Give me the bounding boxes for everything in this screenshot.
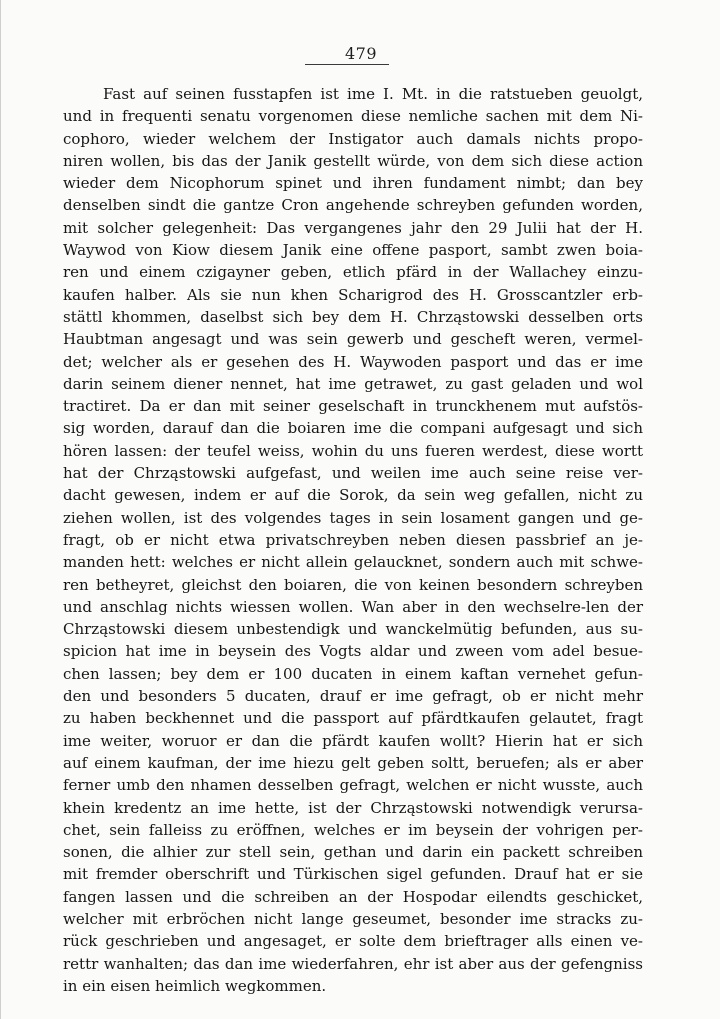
text-line: Waywod von Kiow diesem Janik eine offene pasport, sambt zwen boia- bbox=[63, 241, 643, 260]
text-line: welcher mit erbröchen nicht lange geseumet, besonder ime stracks zu- bbox=[63, 909, 643, 928]
text-line: stättl khommen, daselbst sich bey dem H. Chrząstowski desselben orts bbox=[63, 307, 643, 326]
text-line: wieder dem Nicophorum spinet und ihren fundament nimbt; dan bey bbox=[63, 174, 643, 193]
text-line: cophoro, wieder welchem der Instigator auch damals nichts propo- bbox=[63, 129, 643, 148]
text-line: ren betheyret, gleichst den boiaren, die von keinen besondern schreyben bbox=[63, 575, 643, 594]
text-line: Haubtman angesagt und was sein gewerb und gescheft weren, vermel- bbox=[63, 330, 643, 349]
text-line: ferner umb den nhamen desselben gefragt, welchen er nicht wusste, auch bbox=[63, 776, 643, 795]
text-line: Chrząstowski diesem unbestendigk und wanckelmütig befunden, aus su- bbox=[63, 620, 643, 639]
text-line: denselben sindt die gantze Cron angehende schreyben gefunden worden, bbox=[63, 196, 643, 215]
text-line: Fast auf seinen fusstapfen ist ime I. Mt. in die ratstueben geuolgt, bbox=[103, 85, 643, 103]
text-line: manden hett: welches er nicht allein gelaucknet, sondern auch mit schwe- bbox=[63, 553, 643, 572]
text-line: den und besonders 5 ducaten, drauf er ime gefragt, ob er nicht mehr bbox=[63, 687, 643, 706]
text-line: und in frequenti senatu vorgenomen diese nemliche sachen mit dem Ni- bbox=[63, 107, 643, 126]
text-line: rettr wanhalten; das dan ime wiederfahren, ehr ist aber aus der gefengniss bbox=[63, 954, 643, 973]
text-line: ren und einem czigayner geben, etlich pfärd in der Wallachey einzu- bbox=[63, 263, 643, 282]
text-line: chet, sein falleiss zu eröffnen, welches er im beysein der vohrigen per- bbox=[63, 820, 643, 839]
text-line: spicion hat ime in beysein des Vogts aldar und zween vom adel besue- bbox=[63, 642, 643, 661]
text-line: fangen lassen und die schreiben an der Hospodar eilendts geschicket, bbox=[63, 887, 643, 906]
text-line: in ein eisen heimlich wegkommen. bbox=[63, 976, 327, 995]
text-line: zu haben beckhennet und die passport auf pfärdtkaufen gelautet, fragt bbox=[63, 709, 643, 728]
text-line: sig worden, darauf dan die boiaren ime die compani aufgesagt und sich bbox=[63, 419, 643, 438]
text-line: kaufen halber. Als sie nun khen Scharigrod des H. Grosscantzler erb- bbox=[63, 285, 643, 304]
page-number: 479 bbox=[344, 44, 378, 63]
text-line: ziehen wollen, ist des volgendes tages in sein losament gangen und ge- bbox=[63, 508, 643, 527]
text-line: ime weiter, woruor er dan die pfärdt kaufen wollt? Hierin hat er sich bbox=[63, 731, 643, 750]
text-line: darin seinem diener nennet, hat ime getrawet, zu gast geladen und wol bbox=[63, 374, 643, 393]
text-line: chen lassen; bey dem er 100 ducaten in einem kaftan vernehet gefun- bbox=[63, 664, 643, 683]
text-line: auf einem kaufman, der ime hiezu gelt geben soltt, beruefen; als er aber bbox=[63, 753, 643, 772]
text-line: niren wollen, bis das der Janik gestellt würde, von dem sich diese action bbox=[63, 151, 643, 170]
text-line: det; welcher als er gesehen des H. Waywoden pasport und das er ime bbox=[63, 352, 643, 371]
text-line: fragt, ob er nicht etwa privatschreyben neben diesen passbrief an je- bbox=[63, 530, 643, 549]
text-line: hat der Chrząstowski aufgefast, und weilen ime auch seine reise ver- bbox=[63, 464, 643, 483]
text-line: hören lassen: der teufel weiss, wohin du uns fueren werdest, diese wortt bbox=[63, 441, 643, 460]
text-line: mit fremder oberschrift und Türkischen sigel gefunden. Drauf hat er sie bbox=[63, 865, 643, 884]
text-line: rück geschrieben und angesaget, er solte dem brieftrager alls einen ve- bbox=[63, 932, 643, 951]
text-line: mit solcher gelegenheit: Das vergangenes jahr den 29 Julii hat der H. bbox=[63, 218, 643, 237]
text-line: und anschlag nichts wiessen wollen. Wan aber in den wechselre-len der bbox=[63, 597, 643, 616]
text-line: khein kredentz an ime hette, ist der Chrząstowski notwendigk verursa- bbox=[63, 798, 643, 817]
body-paragraph bbox=[63, 83, 643, 997]
text-line: sonen, die alhier zur stell sein, gethan und darin ein packett schreiben bbox=[63, 843, 643, 862]
text-line: dacht gewesen, indem er auf die Sorok, da sein weg gefallen, nicht zu bbox=[63, 486, 643, 505]
text-line: tractiret. Da er dan mit seiner geselschaft in trunckhenem mut aufstös- bbox=[63, 397, 643, 416]
page-number-rule bbox=[305, 64, 389, 65]
